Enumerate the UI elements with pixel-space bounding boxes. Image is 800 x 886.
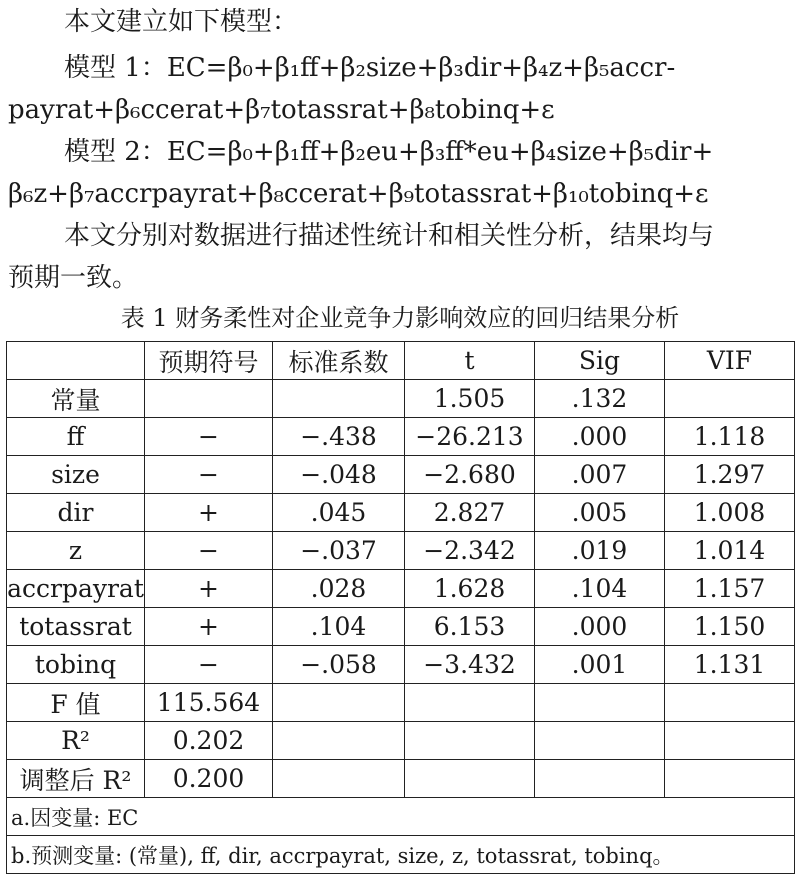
stat-label: F 值	[7, 684, 145, 722]
model-2-line-1	[8, 132, 794, 172]
t-cell: 1.505	[405, 380, 535, 418]
sig-cell: .000	[535, 608, 665, 646]
sig-cell: .005	[535, 494, 665, 532]
vif-cell: 1.297	[665, 456, 795, 494]
vif-cell: 1.131	[665, 646, 795, 684]
variable-cell: totassrat	[7, 608, 145, 646]
intro-text: 本文建立如下模型：	[64, 7, 299, 37]
model-1-equation-part-2: payrat+β₆ccerat+β₇totassrat+β₈tobinq+ε	[8, 95, 555, 125]
t-cell: −2.680	[405, 456, 535, 494]
header-expected-sign: 预期符号	[145, 342, 273, 380]
table-row	[7, 532, 795, 570]
header-cell	[7, 342, 145, 380]
sig-cell: .104	[535, 570, 665, 608]
sign-cell: −	[145, 532, 273, 570]
sig-cell: .000	[535, 418, 665, 456]
variable-cell: dir	[7, 494, 145, 532]
note-dependent-variable: a.因变量: EC	[7, 798, 795, 836]
coef-cell: −.058	[273, 646, 405, 684]
header-t: t	[405, 342, 535, 380]
table-row	[7, 380, 795, 418]
table-row	[7, 418, 795, 456]
model-1-label: 模型 1：	[64, 53, 167, 83]
paragraph-line-1: 本文分别对数据进行描述性统计和相关性分析，结果均与	[64, 221, 715, 251]
variable-cell: tobinq	[7, 646, 145, 684]
vif-cell: 1.008	[665, 494, 795, 532]
model-2-label: 模型 2：	[64, 137, 167, 167]
stat-value: 115.564	[145, 684, 273, 722]
sign-cell	[145, 380, 273, 418]
table-row	[7, 494, 795, 532]
t-cell: −2.342	[405, 532, 535, 570]
note-predictors: b.预测变量: (常量), ff, dir, accrpayrat, size, z, totassrat, tobinq。	[7, 836, 795, 874]
paragraph-line-2: 预期一致。	[8, 263, 139, 293]
t-cell: −3.432	[405, 646, 535, 684]
sign-cell: −	[145, 646, 273, 684]
model-2-equation-part-1: EC=β₀+β₁ff+β₂eu+β₃ff*eu+β₄size+β₅dir+	[166, 137, 714, 167]
t-cell: −26.213	[405, 418, 535, 456]
vif-cell: 1.150	[665, 608, 795, 646]
sign-cell: −	[145, 456, 273, 494]
coef-cell: .104	[273, 608, 405, 646]
note-row	[7, 836, 795, 874]
sign-cell: +	[145, 570, 273, 608]
stat-label: R²	[7, 722, 145, 760]
model-1-line-1	[8, 48, 794, 88]
variable-cell: 常量	[7, 380, 145, 418]
coef-cell: −.037	[273, 532, 405, 570]
table-row	[7, 646, 795, 684]
coef-cell: −.048	[273, 456, 405, 494]
table-caption: 表 1 财务柔性对企业竞争力影响效应的回归结果分析	[120, 304, 680, 332]
stats-row-adj-r2	[7, 760, 795, 798]
header-std-coef: 标准系数	[273, 342, 405, 380]
coef-cell	[273, 380, 405, 418]
sign-cell: −	[145, 418, 273, 456]
t-cell: 1.628	[405, 570, 535, 608]
table-row	[7, 456, 795, 494]
table-row	[7, 570, 795, 608]
vif-cell: 1.157	[665, 570, 795, 608]
variable-cell: accrpayrat	[7, 570, 145, 608]
table-row	[7, 608, 795, 646]
variable-cell: ff	[7, 418, 145, 456]
header-vif: VIF	[665, 342, 795, 380]
coef-cell: .028	[273, 570, 405, 608]
stat-value: 0.202	[145, 722, 273, 760]
coef-cell: −.438	[273, 418, 405, 456]
model-1-equation-part-1: EC=β₀+β₁ff+β₂size+β₃dir+β₄z+β₅accr-	[166, 53, 676, 83]
vif-cell	[665, 380, 795, 418]
stat-label: 调整后 R²	[7, 760, 145, 798]
vif-cell: 1.014	[665, 532, 795, 570]
stats-row-r2	[7, 722, 795, 760]
table-header-row	[7, 342, 795, 380]
sig-cell: .132	[535, 380, 665, 418]
sig-cell: .007	[535, 456, 665, 494]
vif-cell: 1.118	[665, 418, 795, 456]
sig-cell: .001	[535, 646, 665, 684]
stat-value: 0.200	[145, 760, 273, 798]
variable-cell: z	[7, 532, 145, 570]
t-cell: 2.827	[405, 494, 535, 532]
sig-cell: .019	[535, 532, 665, 570]
regression-table	[6, 341, 795, 874]
variable-cell: size	[7, 456, 145, 494]
sign-cell: +	[145, 494, 273, 532]
note-row	[7, 798, 795, 836]
header-sig: Sig	[535, 342, 665, 380]
sign-cell: +	[145, 608, 273, 646]
model-2-equation-part-2: β₆z+β₇accrpayrat+β₈ccerat+β₉totassrat+β₁₀tobinq+ε	[8, 179, 709, 209]
stats-row-f	[7, 684, 795, 722]
t-cell: 6.153	[405, 608, 535, 646]
coef-cell: .045	[273, 494, 405, 532]
